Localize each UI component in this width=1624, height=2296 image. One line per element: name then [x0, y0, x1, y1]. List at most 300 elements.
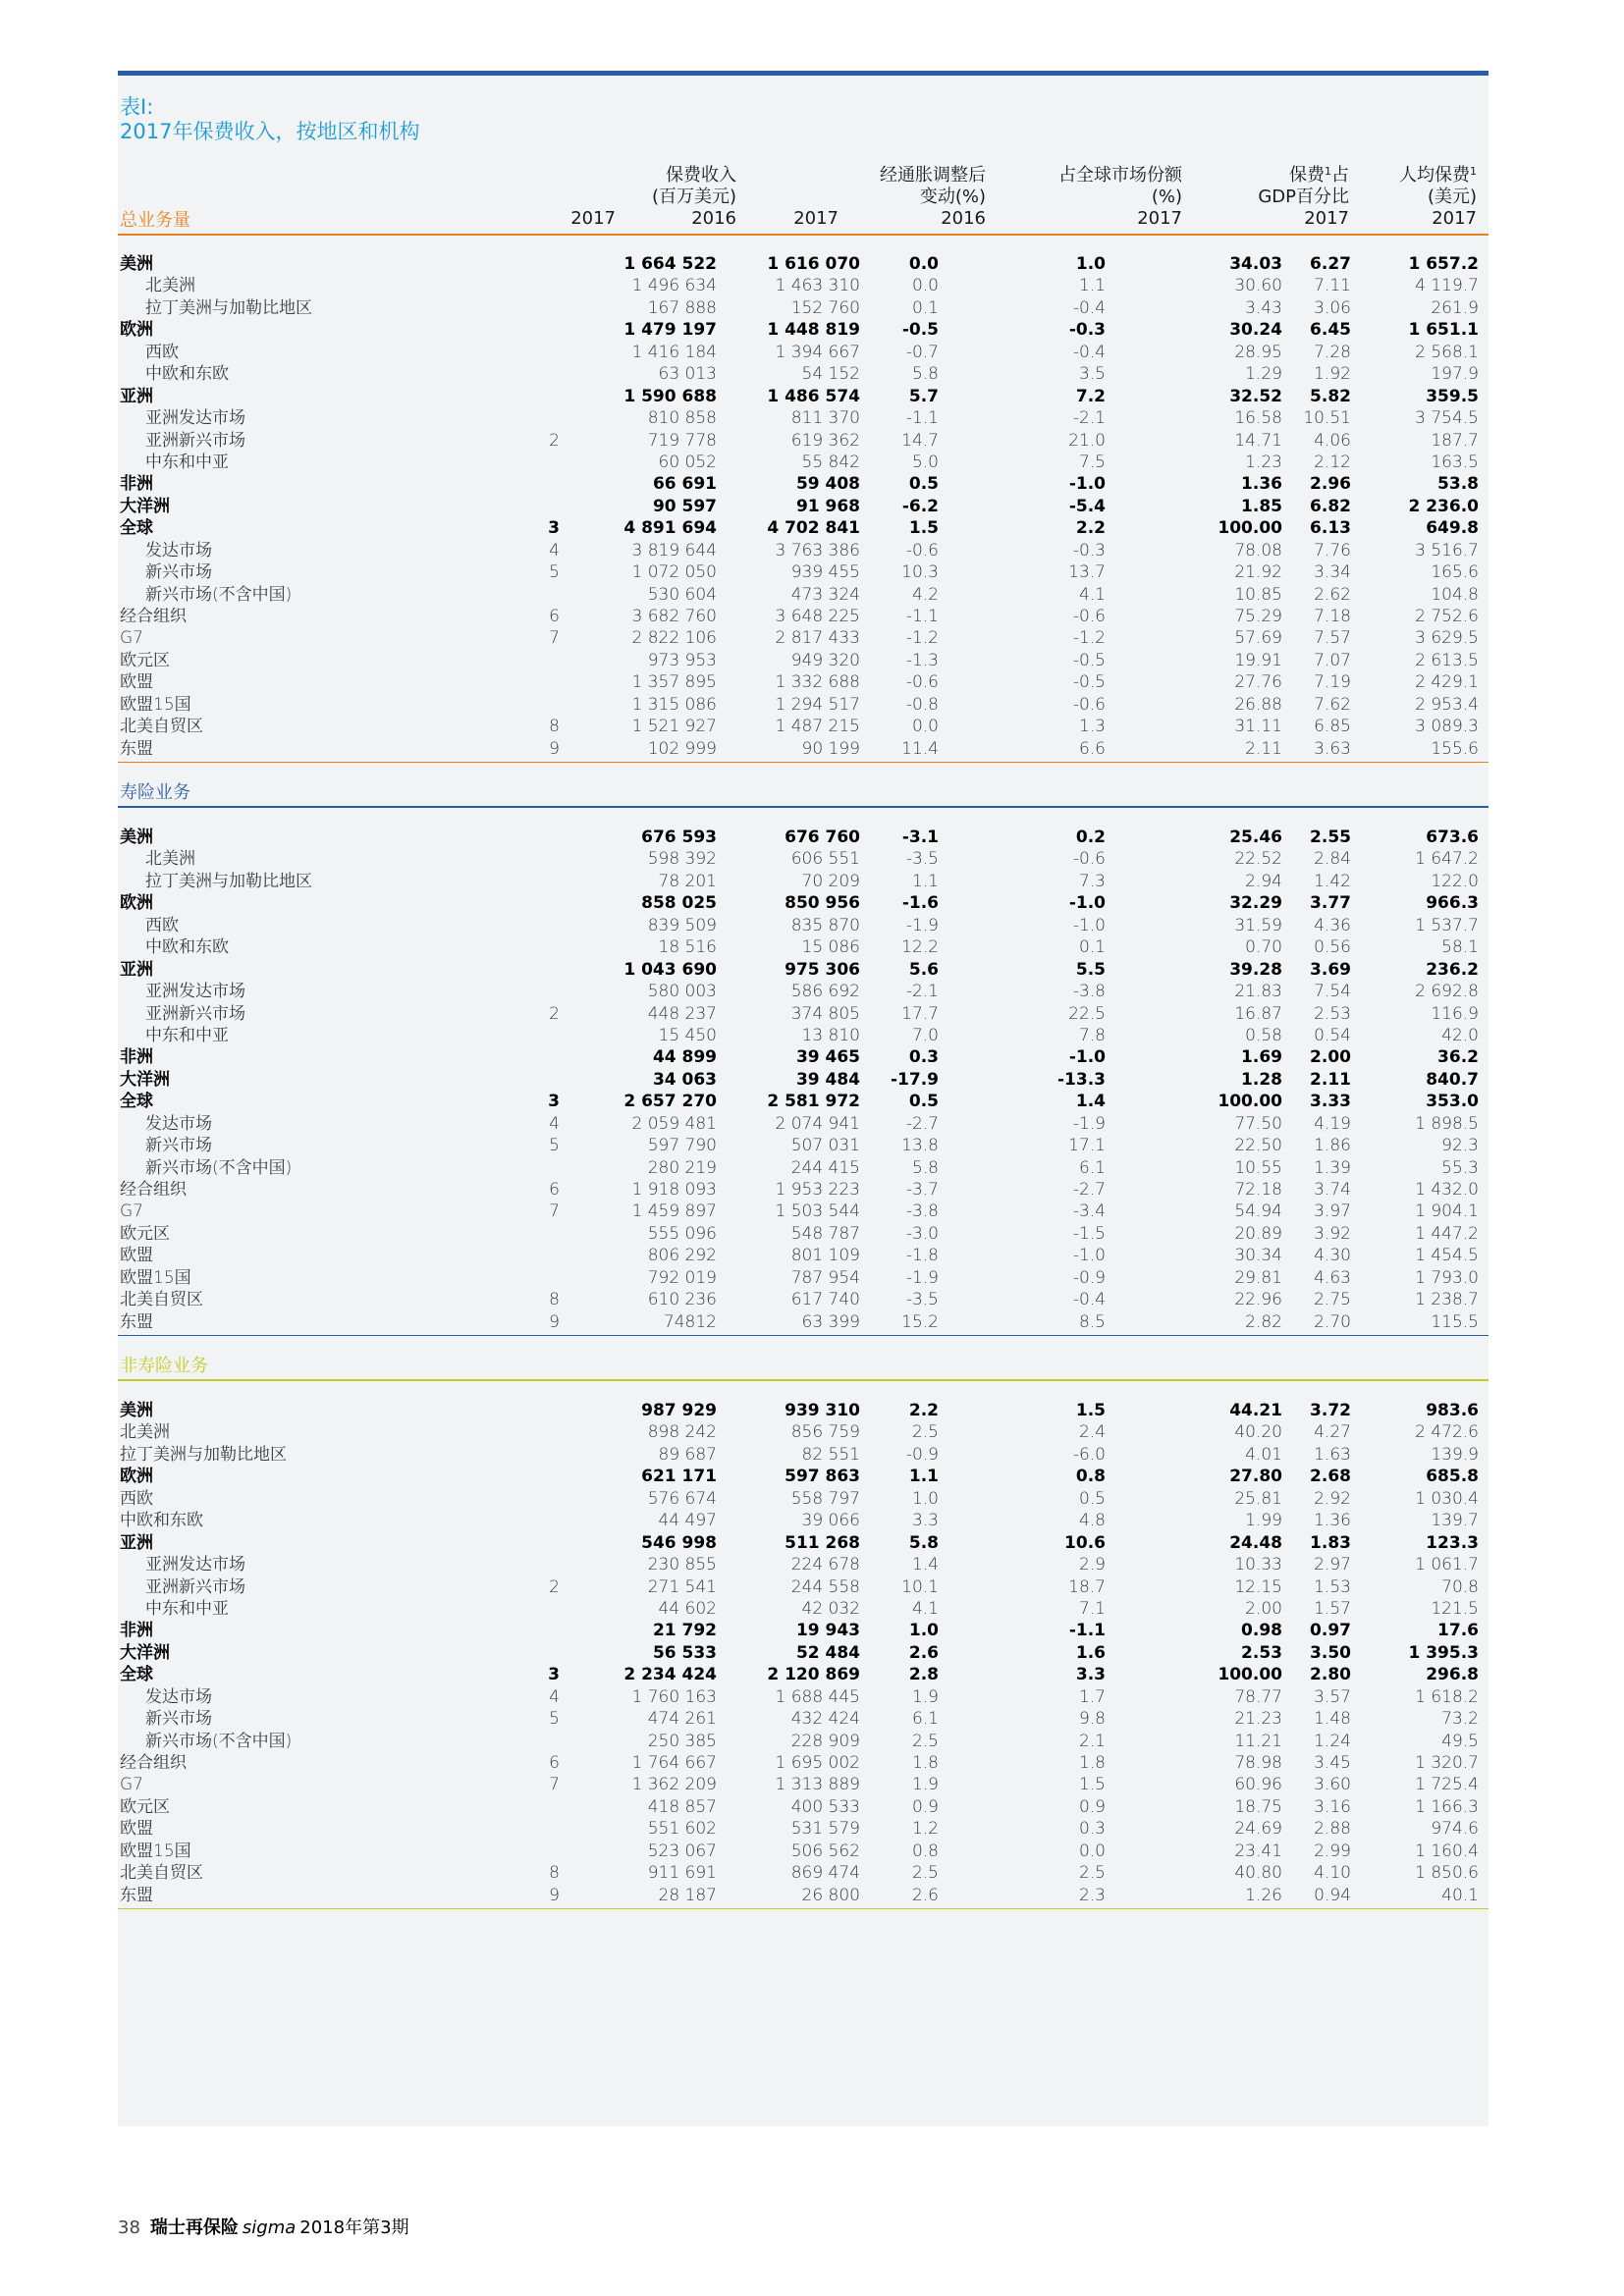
row-label: 中欧和东欧 — [145, 364, 229, 385]
cell-v2: 244 558 — [790, 1576, 860, 1597]
cell-v7: 197.9 — [1431, 364, 1479, 385]
cell-v6: 6.27 — [1310, 254, 1351, 274]
cell-v3: -6.2 — [901, 496, 939, 516]
cell-v1: 2 059 481 — [631, 1113, 717, 1134]
cell-v1: 3 682 760 — [631, 607, 717, 626]
issue-label: 2018年第3期 — [299, 2217, 409, 2238]
row-label: 欧元区 — [120, 650, 170, 670]
cell-v2: 787 954 — [790, 1267, 860, 1288]
cell-v3: -3.7 — [905, 1180, 939, 1200]
cell-v1: 448 237 — [647, 1003, 717, 1024]
cell-v4: -0.3 — [1068, 320, 1106, 341]
cell-v7: 1 454.5 — [1415, 1246, 1479, 1266]
row-label: 西欧 — [145, 342, 179, 362]
cell-v2: 939 310 — [785, 1401, 860, 1420]
cell-v6: 2.53 — [1314, 1003, 1351, 1024]
cell-v5: 1.99 — [1245, 1511, 1282, 1531]
cell-v2: 54 152 — [801, 364, 860, 385]
cell-v6: 1.53 — [1314, 1576, 1351, 1597]
cell-v4: 4.1 — [1078, 584, 1106, 605]
cell-v4: -2.1 — [1072, 408, 1106, 429]
cell-v1: 63 013 — [658, 364, 717, 385]
cell-v7: 165.6 — [1431, 562, 1479, 583]
cell-v5: 26.88 — [1234, 694, 1282, 715]
cell-v1: 2 234 424 — [623, 1665, 717, 1685]
cell-v7: 685.8 — [1426, 1467, 1479, 1487]
row-label: 大洋洲 — [120, 1069, 170, 1090]
row-label: G7 — [120, 1775, 143, 1795]
section-title-life: 寿险业务 — [120, 782, 190, 803]
cell-v4: -0.6 — [1072, 694, 1106, 715]
section-rule-nonlife — [118, 1379, 1489, 1381]
row-label: 非洲 — [120, 474, 153, 495]
cell-v2: 244 415 — [790, 1157, 860, 1178]
section-end-rule-total — [118, 762, 1489, 763]
cell-v6: 4.30 — [1314, 1246, 1351, 1266]
cell-v3: 6.1 — [911, 1709, 939, 1730]
row-footnote: 2 — [549, 430, 560, 451]
cell-v7: 139.7 — [1431, 1511, 1479, 1531]
cell-v3: -17.9 — [891, 1069, 939, 1090]
cell-v7: 139.9 — [1431, 1444, 1479, 1465]
row-label: 中东和中亚 — [145, 1598, 229, 1619]
cell-v3: -0.9 — [905, 1444, 939, 1465]
table-row — [118, 1532, 1489, 1554]
cell-v6: 3.57 — [1314, 1686, 1351, 1707]
cell-v7: 3 089.3 — [1415, 717, 1479, 737]
section-end-rule-life — [118, 1335, 1489, 1336]
cell-v5: 3.43 — [1245, 297, 1282, 318]
cell-v4: 21.0 — [1068, 430, 1106, 451]
row-footnote: 4 — [549, 1113, 560, 1134]
cell-v3: -0.8 — [905, 694, 939, 715]
cell-v4: -0.3 — [1072, 540, 1106, 561]
cell-v1: 621 171 — [641, 1467, 717, 1487]
row-label: 中欧和东欧 — [120, 1511, 203, 1531]
row-label: 欧盟15国 — [120, 1267, 191, 1288]
cell-v7: 1 061.7 — [1415, 1555, 1479, 1575]
cell-v2: 1 463 310 — [775, 276, 860, 296]
cell-v7: 122.0 — [1431, 871, 1479, 891]
cell-v6: 3.92 — [1314, 1223, 1351, 1244]
cell-v1: 418 857 — [647, 1796, 717, 1817]
row-footnote: 6 — [549, 607, 560, 626]
cell-v6: 1.63 — [1314, 1444, 1351, 1465]
cell-v3: 4.2 — [911, 584, 939, 605]
table-row — [118, 1046, 1489, 1068]
cell-v5: 2.11 — [1245, 738, 1282, 759]
row-label: 经合组织 — [120, 1180, 187, 1200]
row-label: 北美自贸区 — [120, 1290, 203, 1310]
table-row — [118, 1201, 1489, 1222]
cell-v7: 40.1 — [1441, 1885, 1479, 1905]
table-row — [118, 253, 1489, 275]
cell-v3: 0.1 — [911, 297, 939, 318]
cell-v3: 4.1 — [911, 1598, 939, 1619]
table-row — [118, 363, 1489, 385]
cell-v1: 792 019 — [647, 1267, 717, 1288]
cell-v3: 13.8 — [901, 1136, 939, 1156]
data-table-life — [118, 827, 1489, 1333]
cell-v7: 2 472.6 — [1415, 1422, 1479, 1443]
cell-v2: 39 484 — [795, 1069, 860, 1090]
cell-v6: 3.77 — [1310, 893, 1351, 914]
table-row — [118, 915, 1489, 936]
cell-v1: 1 590 688 — [623, 386, 717, 406]
row-label: 美洲 — [120, 254, 153, 274]
cell-v4: -1.0 — [1068, 1047, 1106, 1068]
cell-v6: 1.86 — [1314, 1136, 1351, 1156]
cell-v3: 1.4 — [911, 1555, 939, 1575]
cell-v5: 25.81 — [1234, 1488, 1282, 1509]
cell-v7: 116.9 — [1431, 1003, 1479, 1024]
cell-v3: 2.8 — [908, 1665, 939, 1685]
cell-v4: 0.8 — [1075, 1467, 1106, 1487]
row-footnote: 9 — [549, 1311, 560, 1332]
cell-v7: 1 030.4 — [1415, 1488, 1479, 1509]
cell-v1: 1 496 634 — [631, 276, 717, 296]
cell-v6: 2.84 — [1314, 849, 1351, 870]
cell-v7: 296.8 — [1426, 1665, 1479, 1685]
row-label: G7 — [120, 1201, 143, 1222]
cell-v1: 44 899 — [652, 1047, 717, 1068]
table-row — [118, 871, 1489, 892]
cell-v4: 10.6 — [1064, 1532, 1106, 1553]
row-label: 亚洲新兴市场 — [145, 1003, 245, 1024]
cell-v2: 82 551 — [801, 1444, 860, 1465]
cell-v4: -1.0 — [1072, 1246, 1106, 1266]
row-label: 亚洲 — [120, 1532, 153, 1553]
table-row — [118, 1025, 1489, 1046]
cell-v7: 1 432.0 — [1415, 1180, 1479, 1200]
cell-v5: 100.00 — [1218, 1092, 1282, 1112]
cell-v2: 55 842 — [801, 452, 860, 472]
cell-v4: 1.5 — [1075, 1401, 1106, 1420]
cell-v7: 58.1 — [1441, 937, 1479, 958]
cell-v1: 250 385 — [647, 1731, 717, 1751]
cell-v7: 2 752.6 — [1415, 607, 1479, 626]
row-footnote: 3 — [548, 1092, 560, 1112]
cell-v5: 11.21 — [1234, 1731, 1282, 1751]
table-row — [118, 1731, 1489, 1752]
cell-v6: 2.88 — [1314, 1819, 1351, 1840]
table-row — [118, 1267, 1489, 1289]
cell-v3: -3.1 — [901, 828, 939, 847]
cell-v5: 23.41 — [1234, 1841, 1282, 1861]
cell-v6: 7.28 — [1314, 342, 1351, 362]
cell-v2: 39 066 — [801, 1511, 860, 1531]
cell-v4: -0.5 — [1072, 650, 1106, 670]
row-label: 西欧 — [145, 915, 179, 935]
table-row — [118, 1686, 1489, 1708]
cell-v1: 911 691 — [647, 1863, 717, 1884]
cell-v5: 30.60 — [1234, 276, 1282, 296]
cell-v1: 546 998 — [641, 1532, 717, 1553]
cell-v7: 92.3 — [1441, 1136, 1479, 1156]
row-footnote: 3 — [548, 518, 560, 539]
cell-v6: 3.72 — [1310, 1401, 1351, 1420]
cell-v1: 271 541 — [647, 1576, 717, 1597]
cell-v2: 59 408 — [795, 474, 860, 495]
cell-v3: 5.8 — [911, 364, 939, 385]
row-label: 欧元区 — [120, 1223, 170, 1244]
cell-v3: 1.0 — [908, 1621, 939, 1641]
cell-v2: 619 362 — [790, 430, 860, 451]
table-row — [118, 1179, 1489, 1201]
cell-v5: 1.36 — [1241, 474, 1282, 495]
row-footnote: 8 — [549, 1290, 560, 1310]
cell-v6: 2.00 — [1310, 1047, 1351, 1068]
cell-v5: 31.59 — [1234, 915, 1282, 935]
table-row — [118, 1818, 1489, 1840]
cell-v6: 3.74 — [1314, 1180, 1351, 1200]
cell-v1: 1 043 690 — [623, 959, 717, 980]
cell-v5: 19.91 — [1234, 650, 1282, 670]
cell-v7: 104.8 — [1431, 584, 1479, 605]
cell-v2: 939 455 — [790, 562, 860, 583]
cell-v3: 1.1 — [908, 1467, 939, 1487]
table-row — [118, 297, 1489, 319]
row-footnote: 2 — [549, 1003, 560, 1024]
cell-v3: -1.3 — [905, 650, 939, 670]
row-label: 东盟 — [120, 1885, 153, 1905]
cell-v2: 676 760 — [785, 828, 860, 847]
row-label: 全球 — [120, 1665, 153, 1685]
cell-v4: -0.6 — [1072, 849, 1106, 870]
cell-v1: 1 357 895 — [631, 672, 717, 693]
cell-v6: 2.80 — [1310, 1665, 1351, 1685]
cell-v3: 0.8 — [911, 1841, 939, 1861]
cell-v6: 2.62 — [1314, 584, 1351, 605]
cell-v5: 20.89 — [1234, 1223, 1282, 1244]
section-rule-life — [118, 806, 1489, 808]
cell-v6: 6.13 — [1310, 518, 1351, 539]
cell-v2: 507 031 — [790, 1136, 860, 1156]
cell-v4: 2.5 — [1078, 1863, 1106, 1884]
cell-v6: 7.11 — [1314, 276, 1351, 296]
cell-v1: 74812 — [663, 1311, 717, 1332]
cell-v2: 1 332 688 — [775, 672, 860, 693]
cell-v3: 17.7 — [901, 1003, 939, 1024]
cell-v3: 5.8 — [911, 1157, 939, 1178]
cell-v7: 1 537.7 — [1415, 915, 1479, 935]
cell-v3: 1.8 — [911, 1753, 939, 1773]
table-row — [118, 1598, 1489, 1620]
row-label: 欧元区 — [120, 1796, 170, 1817]
cell-v5: 100.00 — [1218, 518, 1282, 539]
cell-v4: -2.7 — [1072, 1180, 1106, 1200]
cell-v4: 1.4 — [1075, 1092, 1106, 1112]
row-footnote: 6 — [549, 1180, 560, 1200]
cell-v2: 52 484 — [795, 1642, 860, 1663]
row-footnote: 7 — [549, 628, 560, 649]
cell-v3: -3.0 — [905, 1223, 939, 1244]
cell-v4: 7.8 — [1078, 1025, 1106, 1045]
row-label: 经合组织 — [120, 607, 187, 626]
row-label: 大洋洲 — [120, 1642, 170, 1663]
cell-v6: 1.39 — [1314, 1157, 1351, 1178]
cell-v4: 0.3 — [1078, 1819, 1106, 1840]
cell-v4: -3.4 — [1072, 1201, 1106, 1222]
row-label: 新兴市场(不含中国) — [145, 584, 293, 605]
table-row — [118, 386, 1489, 407]
series-name: sigma — [242, 2217, 297, 2238]
cell-v7: 359.5 — [1426, 386, 1479, 406]
table-row — [118, 1400, 1489, 1421]
cell-v4: 7.5 — [1078, 452, 1106, 472]
cell-v6: 4.06 — [1314, 430, 1351, 451]
cell-v1: 44 602 — [658, 1598, 717, 1619]
col-header-gdp-share: 保费$^1$占 GDP百分比 2017 — [1258, 165, 1349, 229]
cell-v1: 597 790 — [647, 1136, 717, 1156]
cell-v1: 898 242 — [647, 1422, 717, 1443]
cell-v1: 90 597 — [652, 496, 717, 516]
cell-v1: 89 687 — [658, 1444, 717, 1465]
cell-v3: 0.3 — [908, 1047, 939, 1068]
cell-v4: -1.9 — [1072, 1113, 1106, 1134]
cell-v2: 91 968 — [795, 496, 860, 516]
cell-v2: 949 320 — [790, 650, 860, 670]
cell-v3: 2.5 — [911, 1422, 939, 1443]
cell-v6: 0.94 — [1314, 1885, 1351, 1905]
cell-v5: 40.20 — [1234, 1422, 1282, 1443]
table-row — [118, 1841, 1489, 1862]
cell-v4: 2.3 — [1078, 1885, 1106, 1905]
cell-v1: 576 674 — [647, 1488, 717, 1509]
cell-v6: 2.12 — [1314, 452, 1351, 472]
cell-v3: 5.7 — [908, 386, 939, 406]
cell-v7: 2 692.8 — [1415, 982, 1479, 1002]
cell-v6: 2.11 — [1310, 1069, 1351, 1090]
cell-v6: 2.99 — [1314, 1841, 1351, 1861]
cell-v6: 2.70 — [1314, 1311, 1351, 1332]
cell-v1: 28 187 — [658, 1885, 717, 1905]
cell-v1: 1 459 897 — [631, 1201, 717, 1222]
cell-v5: 22.96 — [1234, 1290, 1282, 1310]
cell-v5: 16.87 — [1234, 1003, 1282, 1024]
cell-v1: 1 362 209 — [631, 1775, 717, 1795]
cell-v4: 1.7 — [1078, 1686, 1106, 1707]
table-row — [118, 1510, 1489, 1531]
cell-v2: 850 956 — [785, 893, 860, 914]
cell-v1: 523 067 — [647, 1841, 717, 1861]
table-row — [118, 650, 1489, 671]
cell-v5: 2.00 — [1245, 1598, 1282, 1619]
cell-v4: 1.3 — [1078, 717, 1106, 737]
cell-v4: 1.1 — [1078, 276, 1106, 296]
cell-v7: 1 160.4 — [1415, 1841, 1479, 1861]
col-header-premium: 保费收入 (百万美元) 2016 — [651, 165, 736, 229]
cell-v4: -5.4 — [1068, 496, 1106, 516]
table-row — [118, 517, 1489, 539]
table-row — [118, 1245, 1489, 1266]
table-row — [118, 981, 1489, 1002]
cell-v5: 100.00 — [1218, 1665, 1282, 1685]
cell-v7: 55.3 — [1441, 1157, 1479, 1178]
cell-v1: 719 778 — [647, 430, 717, 451]
row-label: 北美自贸区 — [120, 717, 203, 737]
cell-v7: 673.6 — [1426, 828, 1479, 847]
col-header-2017-change: 2017 — [793, 208, 839, 229]
table-row — [118, 1554, 1489, 1575]
section-title-total: 总业务量 — [120, 210, 190, 231]
cell-v4: 22.5 — [1068, 1003, 1106, 1024]
cell-v7: 3 516.7 — [1415, 540, 1479, 561]
cell-v6: 2.75 — [1314, 1290, 1351, 1310]
col-header-2017-premium: 2017 — [570, 208, 616, 229]
cell-v3: 0.5 — [908, 474, 939, 495]
cell-v2: 511 268 — [785, 1532, 860, 1553]
cell-v5: 18.75 — [1234, 1796, 1282, 1817]
table-row — [118, 1444, 1489, 1466]
cell-v6: 4.27 — [1314, 1422, 1351, 1443]
row-label: 美洲 — [120, 1401, 153, 1420]
row-label: 新兴市场 — [145, 1709, 212, 1730]
cell-v5: 30.24 — [1229, 320, 1282, 341]
cell-v7: 123.3 — [1426, 1532, 1479, 1553]
cell-v7: 42.0 — [1441, 1025, 1479, 1045]
row-footnote: 7 — [549, 1201, 560, 1222]
row-label: 亚洲发达市场 — [145, 982, 245, 1002]
table-row — [118, 407, 1489, 429]
cell-v5: 78.77 — [1234, 1686, 1282, 1707]
cell-v2: 2 817 433 — [775, 628, 860, 649]
cell-v1: 1 072 050 — [631, 562, 717, 583]
table-row — [118, 496, 1489, 517]
cell-v7: 649.8 — [1426, 518, 1479, 539]
cell-v3: 10.1 — [901, 1576, 939, 1597]
cell-v1: 610 236 — [647, 1290, 717, 1310]
table-row — [118, 959, 1489, 981]
cell-v7: 1 166.3 — [1415, 1796, 1479, 1817]
row-label: 拉丁美洲与加勒比地区 — [120, 1444, 287, 1465]
cell-v4: -0.4 — [1072, 342, 1106, 362]
cell-v2: 26 800 — [801, 1885, 860, 1905]
cell-v4: 0.0 — [1078, 1841, 1106, 1861]
cell-v4: 7.2 — [1075, 386, 1106, 406]
cell-v1: 2 657 270 — [623, 1092, 717, 1112]
cell-v7: 353.0 — [1426, 1092, 1479, 1112]
cell-v5: 16.58 — [1234, 408, 1282, 429]
cell-v5: 30.34 — [1234, 1246, 1282, 1266]
cell-v2: 586 692 — [790, 982, 860, 1002]
cell-v5: 72.18 — [1234, 1180, 1282, 1200]
cell-v4: 2.9 — [1078, 1555, 1106, 1575]
cell-v3: -1.2 — [905, 628, 939, 649]
col-header-market-share: 占全球市场份额 (%) 2017 — [1058, 165, 1182, 229]
cell-v6: 10.51 — [1303, 408, 1351, 429]
cell-v5: 1.69 — [1241, 1047, 1282, 1068]
cell-v3: -3.8 — [905, 1201, 939, 1222]
table-row — [118, 738, 1489, 760]
cell-v7: 187.7 — [1431, 430, 1479, 451]
cell-v6: 6.45 — [1310, 320, 1351, 341]
col-header-per-capita: 人均保费$^1$ (美元) 2017 — [1399, 165, 1477, 229]
table-row — [118, 606, 1489, 627]
cell-v2: 2 581 972 — [767, 1092, 860, 1112]
cell-v4: 1.8 — [1078, 1753, 1106, 1773]
cell-v6: 7.62 — [1314, 694, 1351, 715]
cell-v5: 29.81 — [1234, 1267, 1282, 1288]
table-row — [118, 936, 1489, 958]
cell-v5: 78.98 — [1234, 1753, 1282, 1773]
cell-v4: 9.8 — [1078, 1709, 1106, 1730]
table-row — [118, 1223, 1489, 1245]
cell-v2: 19 943 — [795, 1621, 860, 1641]
cell-v5: 1.26 — [1245, 1885, 1282, 1905]
cell-v5: 57.69 — [1234, 628, 1282, 649]
cell-v7: 261.9 — [1431, 297, 1479, 318]
